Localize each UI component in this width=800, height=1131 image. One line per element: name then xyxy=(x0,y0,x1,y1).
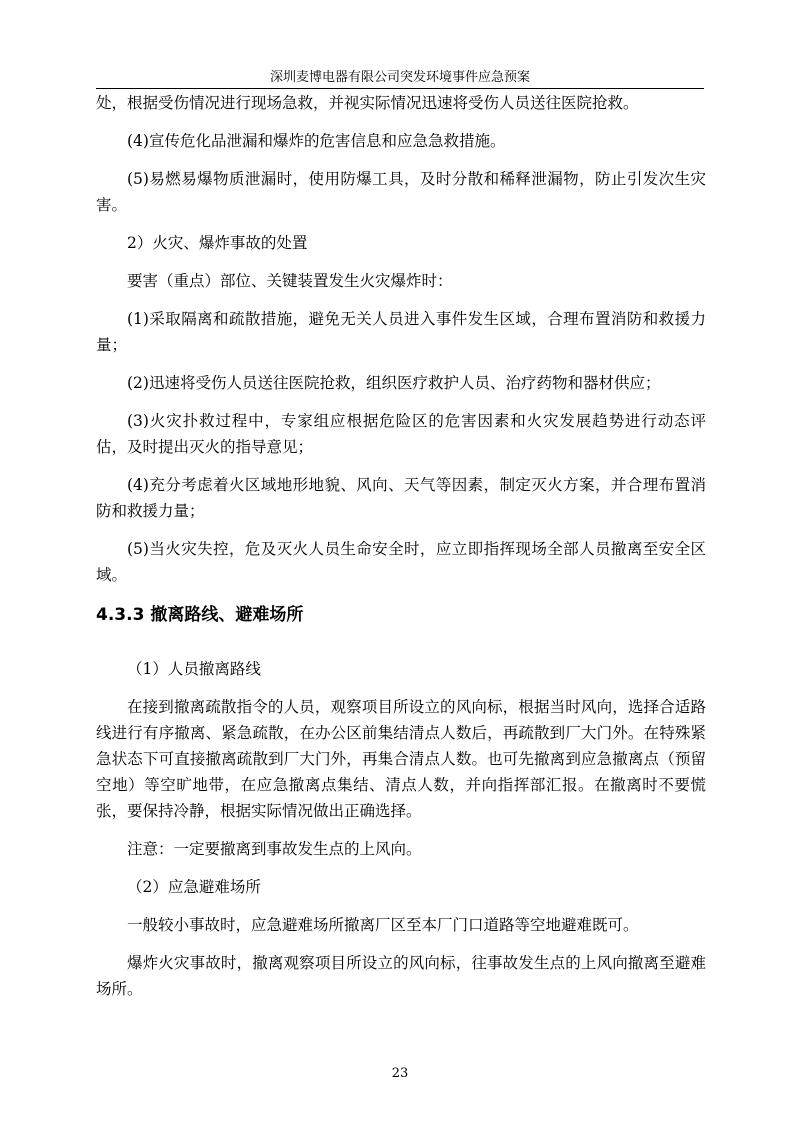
paragraph: (4)充分考虑着火区域地形地貌、风向、天气等因素，制定灭火方案，并合理布置消防和救援力量； xyxy=(96,476,706,520)
paragraph: 爆炸火灾事故时，撤离观察项目所设立的风向标，往事故发生点的上风向撤离至避难场所。 xyxy=(96,954,706,998)
note-paragraph: 注意：一定要撤离到事故发生点的上风向。 xyxy=(127,840,422,858)
subsection-title: （1）人员撤离路线 xyxy=(127,660,261,678)
page-body xyxy=(96,88,706,1002)
paragraph: 处，根据受伤情况进行现场急救，并视实际情况迅速将受伤人员送往医院抢救。 xyxy=(96,94,639,112)
paragraph: (3)火灾扑救过程中，专家组应根据危险区的危害因素和火灾发展趋势进行动态评估，及时提出灭火的指导意见； xyxy=(96,412,706,456)
paragraph: (2)迅速将受伤人员送往医院抢救，组织医疗救护人员、治疗药物和器材供应； xyxy=(127,374,661,392)
page-header: 深圳麦博电器有限公司突发环境事件应急预案 xyxy=(269,70,530,85)
paragraph: 要害（重点）部位、关键装置发生火灾爆炸时： xyxy=(127,272,453,290)
paragraph: (5)易燃易爆物质泄漏时，使用防爆工具，及时分散和稀释泄漏物，防止引发次生灾害。 xyxy=(96,170,706,214)
paragraph: (5)当火灾失控，危及灭火人员生命安全时，应立即指挥现场全部人员撤离至安全区域。 xyxy=(96,540,706,584)
paragraph: (1)采取隔离和疏散措施，避免无关人员进入事件发生区域，合理布置消防和救援力量； xyxy=(96,310,706,354)
subsection-title: （2）应急避难场所 xyxy=(127,878,261,896)
paragraph: 2）火灾、爆炸事故的处置 xyxy=(127,234,308,252)
section-heading: 4.3.3 撤离路线、避难场所 xyxy=(96,605,304,625)
page-number: 23 xyxy=(391,1066,409,1081)
paragraph: 在接到撤离疏散指令的人员，观察项目所设立的风向标，根据当时风向，选择合适路线进行有序撤离、紧急疏散，在办公区前集结清点人数后，再疏散到厂大门外。在特殊紧急状态下可直接撤离疏散到厂大门外，再集合清点人数。也可先撤离到应急撤离点（预留空地）等空旷地带，在应急撤离点集结、清点人数，并向指挥部汇报。在撤离时不要慌张，要保持冷静，根据实际情况做出正确选择。 xyxy=(96,698,706,820)
paragraph: (4)宣传危化品泄漏和爆炸的危害信息和应急急救措施。 xyxy=(127,132,506,150)
paragraph: 一般较小事故时，应急避难场所撤离厂区至本厂门口道路等空地避难既可。 xyxy=(127,916,639,934)
